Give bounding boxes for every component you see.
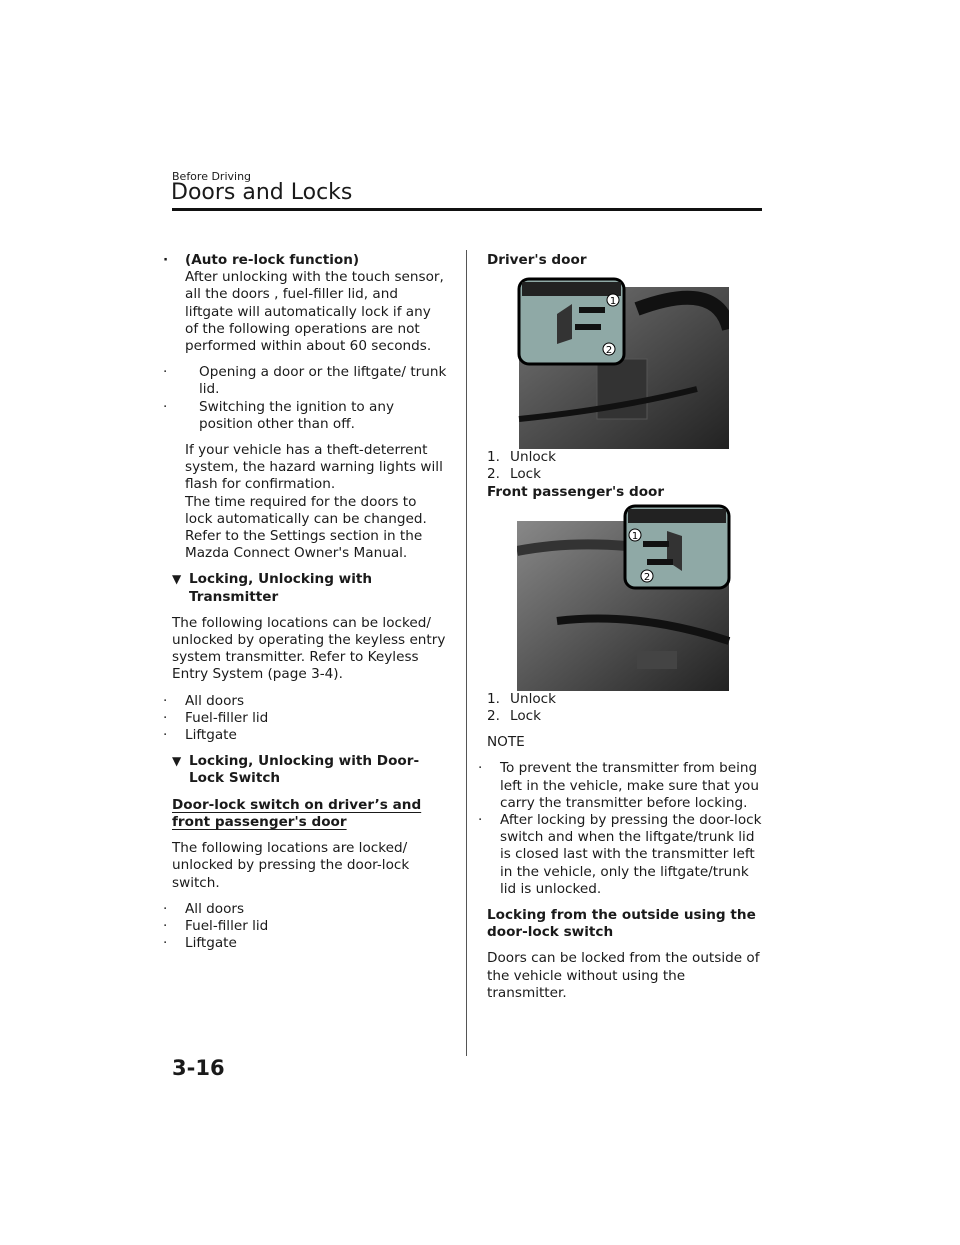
time-text: The time required for the doors to lock automatically can be changed. Refer to the Settings section in the Mazda Connect Owner's Manual. bbox=[185, 493, 427, 562]
right-column bbox=[487, 252, 765, 1002]
list-item: · All doors bbox=[172, 693, 447, 710]
section-label: Before Driving bbox=[172, 170, 252, 183]
list-item: · Liftgate bbox=[172, 727, 447, 744]
driver-door-heading: Driver's door bbox=[487, 252, 587, 268]
callout-1: 1 bbox=[609, 296, 617, 308]
list-item: · Opening a door or the liftgate/ trunk lid. bbox=[172, 364, 447, 398]
callout-2: 2 bbox=[643, 571, 651, 583]
passenger-legend-item: 2. Lock bbox=[487, 708, 541, 725]
list-item: · Fuel-filler lid bbox=[172, 710, 447, 727]
note-item: · After locking by pressing the door-lock switch and when the liftgate/trunk lid is closed last with the transmitter left in the vehicle, only the liftgate/trunk lid is unlocked. bbox=[487, 812, 765, 898]
doorlock-subheading: Door-lock switch on driver’s and front passenger's door bbox=[172, 796, 422, 830]
theft-text: If your vehicle has a theft-deterrent system, the hazard warning lights will flash for confirmation. bbox=[185, 442, 443, 493]
passenger-legend-item: 1. Unlock bbox=[487, 690, 557, 707]
column-divider bbox=[466, 250, 467, 1056]
list-item: · Switching the ignition to any position other than off. bbox=[172, 399, 447, 433]
list-item: · Fuel-filler lid bbox=[172, 918, 447, 935]
list-item: · Liftgate bbox=[172, 935, 447, 952]
transmitter-text: The following locations can be locked/ unlocked by operating the keyless entry system transmitter. Refer to Keyless Entry System (page 3-4). bbox=[172, 614, 446, 683]
auto-relock-heading: · (Auto re-lock function) bbox=[172, 252, 447, 269]
outside-heading: Locking from the outside using the door-lock switch bbox=[487, 907, 756, 941]
callout-2: 2 bbox=[605, 345, 613, 357]
doorlock-text: The following locations are locked/ unlocked by pressing the door-lock switch. bbox=[172, 840, 410, 891]
driver-legend-item: 2. Lock bbox=[487, 466, 541, 483]
callout-1: 1 bbox=[631, 530, 639, 542]
header-rule bbox=[172, 208, 762, 211]
passenger-door-illustration bbox=[517, 501, 732, 691]
note-heading: NOTE bbox=[487, 734, 525, 751]
transmitter-heading: ▼ Locking, Unlocking with Transmitter bbox=[172, 571, 447, 605]
page-number: 3-16 bbox=[172, 1056, 225, 1080]
passenger-door-heading: Front passenger's door bbox=[487, 483, 665, 500]
driver-door-illustration bbox=[517, 269, 729, 449]
list-item: · All doors bbox=[172, 901, 447, 918]
outside-text: Doors can be locked from the outside of the vehicle without using the transmitter. bbox=[487, 950, 760, 1001]
note-item: · To prevent the transmitter from being left in the vehicle, make sure that you carry the transmitter before locking. bbox=[487, 760, 765, 812]
doorlock-heading: ▼ Locking, Unlocking with Door-Lock Switch bbox=[172, 753, 447, 787]
page-title: Doors and Locks bbox=[171, 180, 353, 205]
left-column bbox=[172, 252, 447, 952]
auto-relock-text: After unlocking with the touch sensor, all the doors , fuel-filler lid, and liftgate will automatically lock if any of the following operations are not performed within about 60 seconds. bbox=[185, 269, 444, 355]
driver-legend-item: 1. Unlock bbox=[487, 449, 557, 466]
